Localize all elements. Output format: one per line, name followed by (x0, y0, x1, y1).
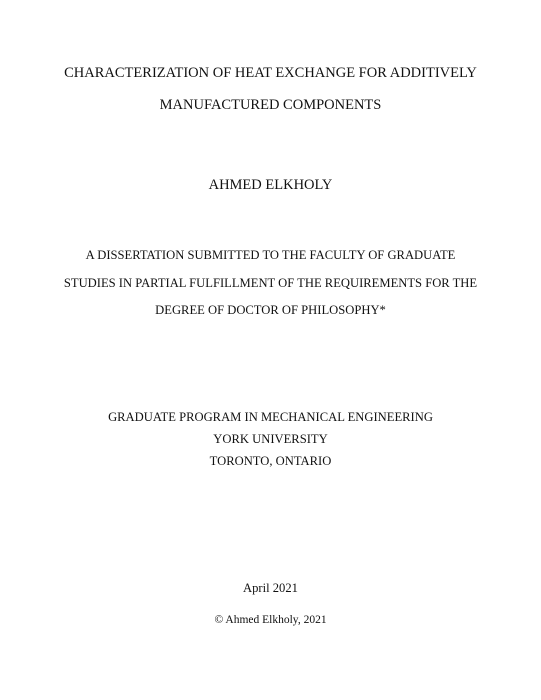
statement-line-1: A DISSERTATION SUBMITTED TO THE FACULTY OF GRADUATE (85, 248, 456, 262)
title-line-1: CHARACTERIZATION OF HEAT EXCHANGE FOR ADDITIVELY (64, 65, 477, 81)
program-name: GRADUATE PROGRAM IN MECHANICAL ENGINEERING (108, 410, 433, 424)
university-location: TORONTO, ONTARIO (209, 454, 332, 468)
copyright-notice: © Ahmed Elkholy, 2021 (214, 614, 327, 626)
author-name: AHMED ELKHOLY (208, 177, 333, 193)
university-name: YORK UNIVERSITY (213, 432, 328, 446)
submission-date: April 2021 (243, 581, 298, 595)
statement-line-3: DEGREE OF DOCTOR OF PHILOSOPHY* (155, 303, 386, 317)
title-line-2: MANUFACTURED COMPONENTS (159, 97, 382, 113)
statement-line-2: STUDIES IN PARTIAL FULFILLMENT OF THE REQUIREMENTS FOR THE (63, 276, 478, 290)
